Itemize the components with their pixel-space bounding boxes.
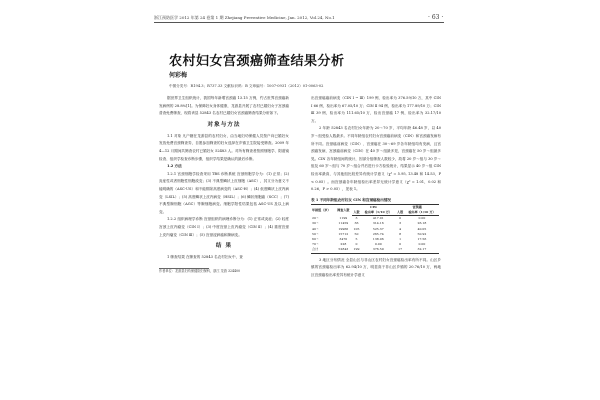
table-cell: 0: [399, 242, 402, 247]
col-screened: 筛查人数: [335, 204, 352, 215]
table-cell: 30～: [312, 221, 320, 226]
table-cell: 50.92: [417, 231, 427, 236]
table-cell: 60～: [312, 236, 320, 241]
table-cell: 105: [353, 226, 360, 231]
table-cell: 26.18: [417, 221, 427, 226]
region-paragraph: 3 地区分布情况 全县山区与非山区农村妇女宫颈癌检出率有所不同。山区乡镇的宫颈癌检出率为 62.94/10 万，明显高于非山区乡镇的 20.76/10 万，两地区宫颈癌检出率差异有统计学意义: [311, 257, 441, 277]
table-cell: 5: [355, 236, 358, 241]
table-cell: 0: [355, 242, 358, 247]
pathology-paragraph: 1.2.2 组织病理学诊断 宫颈组织的病理诊断分为：(1) 正常或炎症；(2) 轻度宫颈上皮内瘤变（CIN Ⅰ）；(3) 中度宫颈上皮内瘤变（CIN Ⅱ）；(4) 重度宫颈上皮内瘤变（CIN Ⅲ）；(5) 宫颈浸润癌和腺病变。: [159, 217, 289, 237]
table-cell: 11459: [338, 221, 349, 226]
table-cell: 50～: [312, 231, 320, 236]
table-cell: 32.17: [405, 247, 439, 253]
table-cell: 40.05: [417, 226, 427, 231]
col-group-cancer: 宫颈癌: [395, 204, 439, 210]
table-cell: 0.00: [374, 242, 382, 247]
methods-heading: 1.2 方法: [167, 164, 182, 169]
table-cell: 70～: [312, 242, 320, 247]
table-cell: 52843: [335, 247, 352, 253]
table-cell: 3470: [339, 236, 348, 241]
subject-paragraph: 1.1 对象 凡户籍在龙游县的农村妇女，由当地妇幼保健人员按户向已婚妇女发放免费宫颈筛查券，自愿参加筛查的妇女选择在乡镇卫生院接受筛查。2009 年 4—12 月期间共筛查农村已婚妇女 52483 人。对所有筛查者按照细胞学、阴道镜检查、组织学检查诊断步骤，组织学结果是确认的最后诊断。: [159, 133, 289, 161]
table-cell: 合计: [311, 247, 335, 253]
author-name: 何彩梅: [169, 72, 188, 79]
table-cell: 40～: [312, 226, 320, 231]
article-title: 农村妇女宫颈癌筛查结果分析: [169, 54, 345, 69]
age-group-table: [311, 204, 439, 254]
table-body: [311, 216, 439, 253]
table-cell: 8: [399, 231, 402, 236]
table-cell: 20～: [312, 215, 320, 220]
cytology-paragraph: 1.2.1 宫颈细胞学检查采用 TBS 诊断系统 宫颈细胞学分为：(1) 正常；(2) 炎症性或者细胞性细胞改变；(3) 不典型鳞状上皮细胞（ASC），其又分为意义不能明确的（ASC-US）和不能排除高度病变的（ASC-H）；(4) 低度鳞状上皮内病变（LSIL）；(5) 高度鳞状上皮内病变（HSIL）；(6) 鳞状细胞癌（SCC）；(7) 不典型腺细胞（AGC）等腺细胞病变。细胞学阳性结果包括 ASC-US 及以上病变。: [159, 171, 289, 214]
table-cell: 314.16: [372, 221, 384, 226]
table-cell: 0: [399, 216, 402, 221]
table-cell: 265.74: [372, 231, 384, 236]
col-cancer-rate: 检出率（1/10 万）: [405, 210, 439, 216]
table-cell: 138.06: [372, 236, 384, 241]
table-cell: 0.00: [418, 242, 426, 247]
table-cell: 4: [399, 226, 402, 231]
table-cell: 15712: [338, 231, 349, 236]
table-cell: 3: [355, 216, 358, 221]
section-title-methods: 对象与方法: [207, 121, 241, 128]
table-cell: 376.59: [361, 247, 395, 253]
table-cell: 3: [399, 221, 402, 226]
table-title: 表 1 不同年龄组农村妇女 CIN 和宫颈癌检出情况: [311, 197, 392, 202]
col-cin-count: 人数: [353, 209, 360, 214]
table-cell: 36: [354, 221, 359, 226]
table-cell: 50: [354, 231, 359, 236]
affiliation-footnote: 作者单位：龙游县妇幼保健院妇保科，浙江 龙游 324400: [159, 268, 241, 273]
section-title-results: 结 果: [215, 243, 233, 250]
col-age-group: 年龄组（岁）: [311, 204, 335, 215]
table-cell: 19966: [338, 226, 349, 231]
classification-line: 中图分类号：R194.3；R737.33 文献标识码：B 文章编号：1007-0931（2012）01-0063-02: [169, 84, 324, 88]
intro-paragraph: 据世界卫生组织统计，我国每年新增宫颈癌 13.15 万例，约占世界宫颈癌新发病例的 28.8%[1]。为保障妇女身体健康，龙游县开展了农村已婚妇女子宫颈癌普查免费筛查，现将该县 52843 名农村已婚妇女宫颈癌筛查结果分析如下。: [159, 96, 289, 116]
table-cell: 0.00: [418, 216, 426, 221]
col-cin-rate: 检出率（1/10 万）: [361, 210, 395, 216]
table-cell: 417.01: [372, 216, 384, 221]
col-group-cin: CIN: [352, 204, 396, 210]
table-cell: 1: [399, 236, 402, 241]
results-continued-paragraph: 出宫颈癌癌前病变（CIN Ⅰ ~ Ⅲ）199 例，检出率为 376.59/10 万，其中 CIN Ⅰ 66 例，检出率为 67.05/10 万；CIN Ⅱ 94 例，检出率为 177.89/10 万；CIN Ⅲ 39 例，检出率为 111.65/10 万，检出宫颈癌 17 例，检出率为 32.17/10 万。: [311, 96, 441, 123]
age-paragraph: 2 年龄 52843 名农村妇女年龄为 20～70 岁，平均年龄 46.48 岁，以 40 岁～组受检人数最多。不同年龄组农村妇女宫颈癌前病变（CIN）和宫颈癌发病有所不同。宫颈癌前病变（CIN）、宫颈癌在 30～69 岁各年龄组均有发病，且宫颈癌发病，宫颈癌前病变（CIN）在 40 岁～组最多见，宫颈癌在 50 岁～组最多见。CIN 各年龄组间的统计，因部分组筛查人数较少，故将 20 岁～组与 30 岁～组及 60 岁～组与 70 岁～组合并后进行卡方检验统计，结果显示 40 岁～组 CIN 检出率最高，与其他组比较差异有统计学意义（χ² = 5.95, 13.48 和 14.53，P < 0.05）。而宫颈癌各年龄组检出率差异无统计学意义（χ² = 1.01，0.02 和 0.26，P > 0.05），见表 1。: [311, 126, 441, 192]
table-cell: 199: [353, 247, 360, 252]
col-cancer-count: 人数: [397, 209, 404, 214]
left-column: [159, 95, 289, 274]
header-rule: [154, 22, 444, 23]
table-row: [311, 247, 439, 253]
table-cell: 525.37: [372, 226, 384, 231]
table-cell: 17.56: [417, 236, 427, 241]
right-column: [311, 95, 441, 279]
page-number: · 63 ·: [428, 14, 444, 21]
journal-header: 浙江预防医学 2012 年第 24 卷第 1 期 Zhejiang Preventive Medicine, Jan. 2012, Vol.24, No.1: [154, 15, 335, 20]
table-cell: 228: [340, 242, 347, 247]
table-cell: 1199: [339, 215, 348, 220]
results-paragraph: 1 筛查结果 在筛查的 52843 名农村妇女中，查: [167, 255, 243, 260]
table-cell: 17: [395, 247, 405, 253]
